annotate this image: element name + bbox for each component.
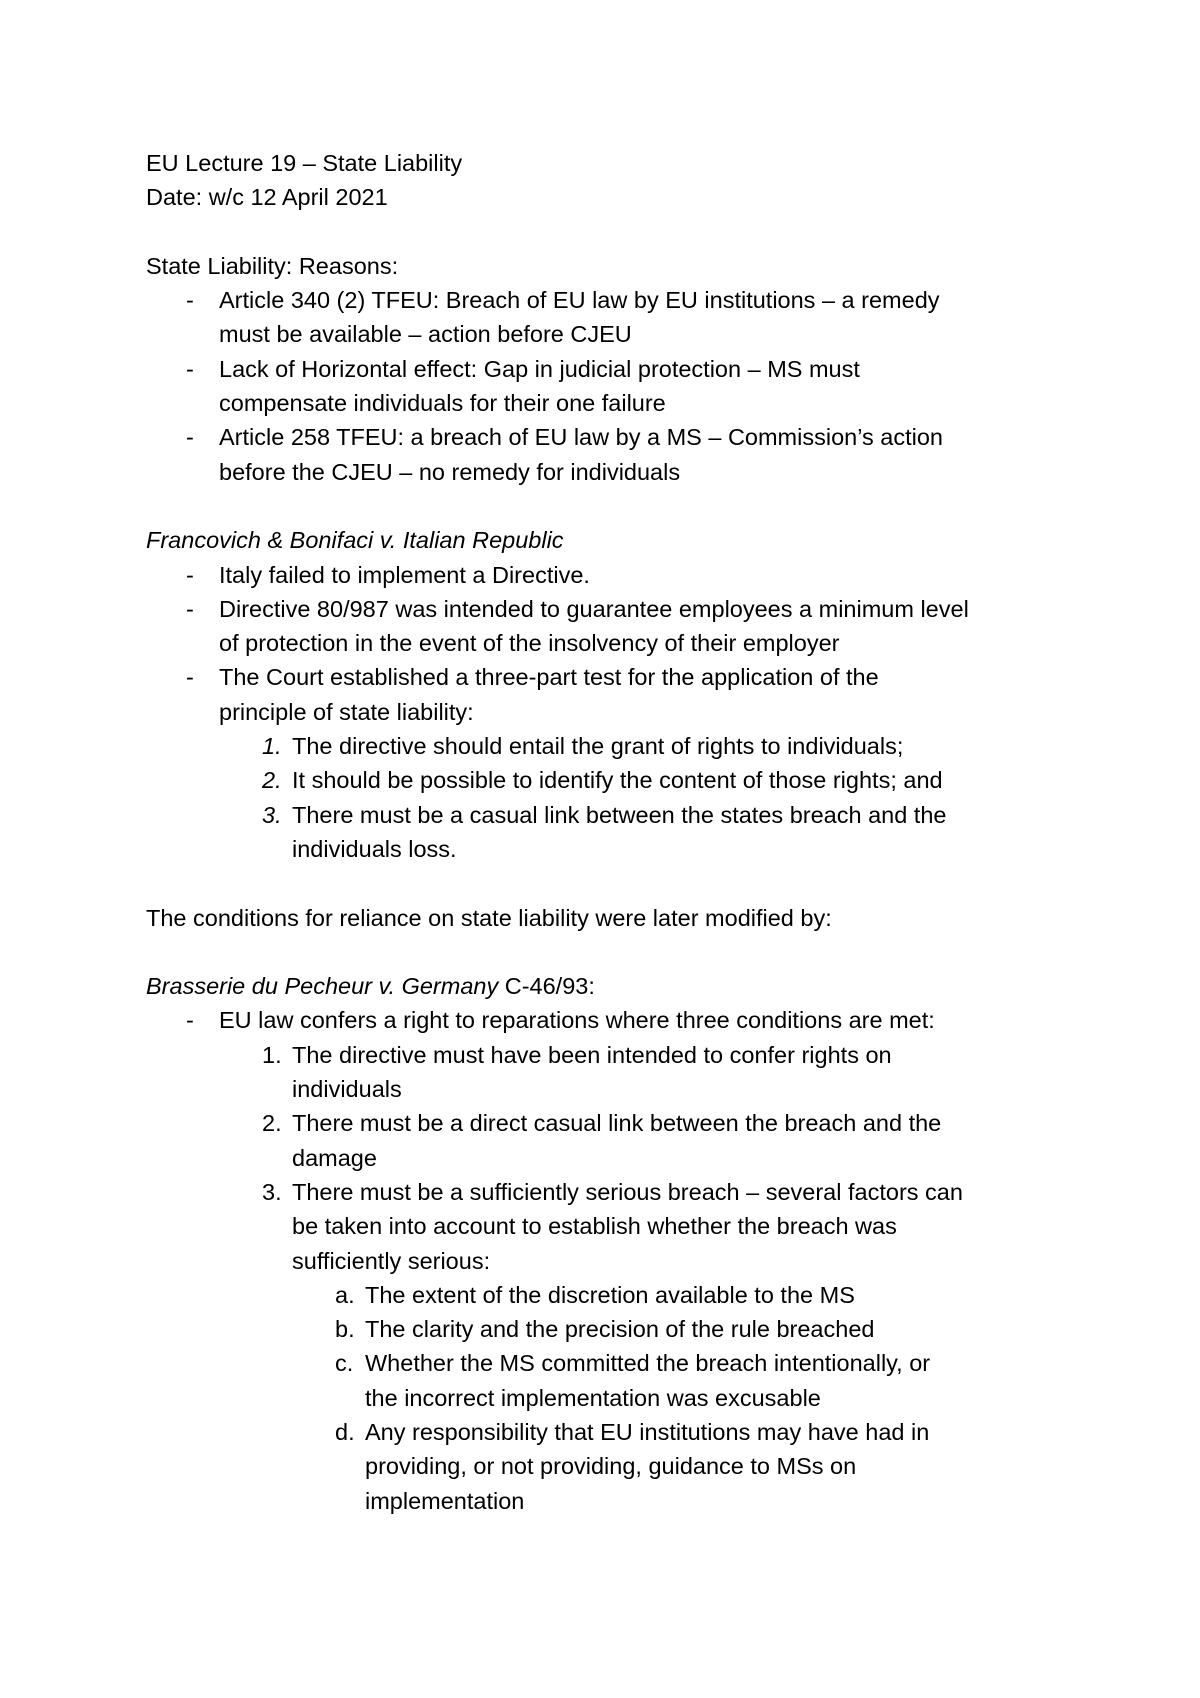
list-marker: 3. bbox=[262, 1178, 282, 1205]
list-item-line: - Italy failed to implement a Directive. bbox=[219, 561, 590, 588]
francovich-list bbox=[146, 558, 1086, 867]
list-marker: 1. bbox=[262, 1041, 282, 1068]
list-item-line: individuals loss. bbox=[292, 835, 457, 862]
document-date: Date: w/c 12 April 2021 bbox=[146, 184, 388, 211]
list-item bbox=[292, 1415, 1086, 1518]
list-marker: 1. bbox=[262, 733, 282, 760]
list-item-line: providing, or not providing, guidance to MSs on bbox=[365, 1453, 857, 1480]
case-heading-brasserie bbox=[146, 969, 1086, 1003]
list-item-line: There must be a direct casual link between the breach and the bbox=[292, 1110, 942, 1137]
list-item bbox=[146, 660, 1086, 866]
list-item bbox=[219, 763, 1086, 797]
reasons-heading: State Liability: Reasons: bbox=[146, 252, 399, 279]
blank-line bbox=[146, 866, 1086, 900]
case-heading-francovich: Francovich & Bonifaci v. Italian Republic bbox=[146, 527, 564, 554]
list-item-line: principle of state liability: bbox=[219, 698, 474, 725]
list-item-line: The clarity and the precision of the rule breached bbox=[365, 1316, 875, 1343]
list-item-line: - Lack of Horizontal effect: Gap in judicial protection – MS must bbox=[219, 355, 860, 382]
factors-list bbox=[292, 1278, 1086, 1518]
brasserie-list bbox=[146, 1003, 1086, 1517]
transition-text: The conditions for reliance on state liability were later modified by: bbox=[146, 904, 832, 931]
list-item bbox=[146, 420, 1086, 489]
list-item-line: before the CJEU – no remedy for individuals bbox=[219, 458, 681, 485]
list-item-line: compensate individuals for their one failure bbox=[219, 390, 666, 417]
list-item-line: implementation bbox=[365, 1487, 525, 1514]
list-item bbox=[292, 1278, 1086, 1312]
list-item bbox=[292, 1312, 1086, 1346]
blank-line bbox=[146, 489, 1086, 523]
case-name: Brasserie du Pecheur v. Germany bbox=[146, 973, 499, 1000]
document-body bbox=[146, 146, 1086, 1518]
list-item-line: damage bbox=[292, 1144, 377, 1171]
list-item bbox=[292, 1346, 1086, 1415]
list-item-line: of protection in the event of the insolvency of their employer bbox=[219, 630, 840, 657]
list-item-line: be taken into account to establish whether the breach was bbox=[292, 1213, 897, 1240]
list-item-line: Whether the MS committed the breach intentionally, or bbox=[365, 1350, 931, 1377]
list-item bbox=[146, 558, 1086, 592]
list-item-line: The extent of the discretion available to the MS bbox=[365, 1281, 855, 1308]
list-item-line: - Article 258 TFEU: a breach of EU law by a MS – Commission’s action bbox=[219, 424, 944, 451]
list-item-line: The directive should entail the grant of rights to individuals; bbox=[292, 733, 904, 760]
list-item bbox=[219, 1038, 1086, 1107]
list-marker: a. bbox=[335, 1281, 355, 1308]
three-part-test-list bbox=[219, 729, 1086, 866]
list-item bbox=[219, 729, 1086, 763]
list-item-line: There must be a casual link between the states breach and the bbox=[292, 801, 947, 828]
list-marker: 3. bbox=[262, 801, 282, 828]
list-item-line: Any responsibility that EU institutions may have had in bbox=[365, 1418, 930, 1445]
list-marker: 2. bbox=[262, 767, 282, 794]
list-marker: d. bbox=[335, 1418, 355, 1445]
list-item bbox=[146, 352, 1086, 421]
list-item-line: - EU law confers a right to reparations where three conditions are met: bbox=[219, 1007, 935, 1034]
list-item bbox=[146, 592, 1086, 661]
blank-line bbox=[146, 935, 1086, 969]
list-item-line: must be available – action before CJEU bbox=[219, 321, 632, 348]
blank-line bbox=[146, 215, 1086, 249]
list-item-line: It should be possible to identify the content of those rights; and bbox=[292, 767, 943, 794]
list-item-line: The directive must have been intended to confer rights on bbox=[292, 1041, 892, 1068]
list-item-line: There must be a sufficiently serious breach – several factors can bbox=[292, 1178, 963, 1205]
list-marker: c. bbox=[335, 1350, 354, 1377]
list-item-line: - Directive 80/987 was intended to guarantee employees a minimum level bbox=[219, 595, 969, 622]
document-title: EU Lecture 19 – State Liability bbox=[146, 150, 463, 176]
list-marker: b. bbox=[335, 1316, 355, 1343]
conditions-list bbox=[219, 1038, 1086, 1518]
list-item-line: - Article 340 (2) TFEU: Breach of EU law by EU institutions – a remedy bbox=[219, 287, 940, 314]
list-item bbox=[146, 283, 1086, 352]
list-item-line: individuals bbox=[292, 1076, 402, 1103]
list-item-line: - The Court established a three-part test for the application of the bbox=[219, 664, 879, 691]
list-marker: 2. bbox=[262, 1110, 282, 1137]
list-item bbox=[219, 1175, 1086, 1518]
list-item bbox=[146, 1003, 1086, 1517]
list-item bbox=[219, 798, 1086, 867]
reasons-list bbox=[146, 283, 1086, 489]
case-number: C-46/93: bbox=[498, 973, 595, 1000]
list-item bbox=[219, 1106, 1086, 1175]
list-item-line: sufficiently serious: bbox=[292, 1247, 491, 1274]
list-item-line: the incorrect implementation was excusable bbox=[365, 1384, 821, 1411]
